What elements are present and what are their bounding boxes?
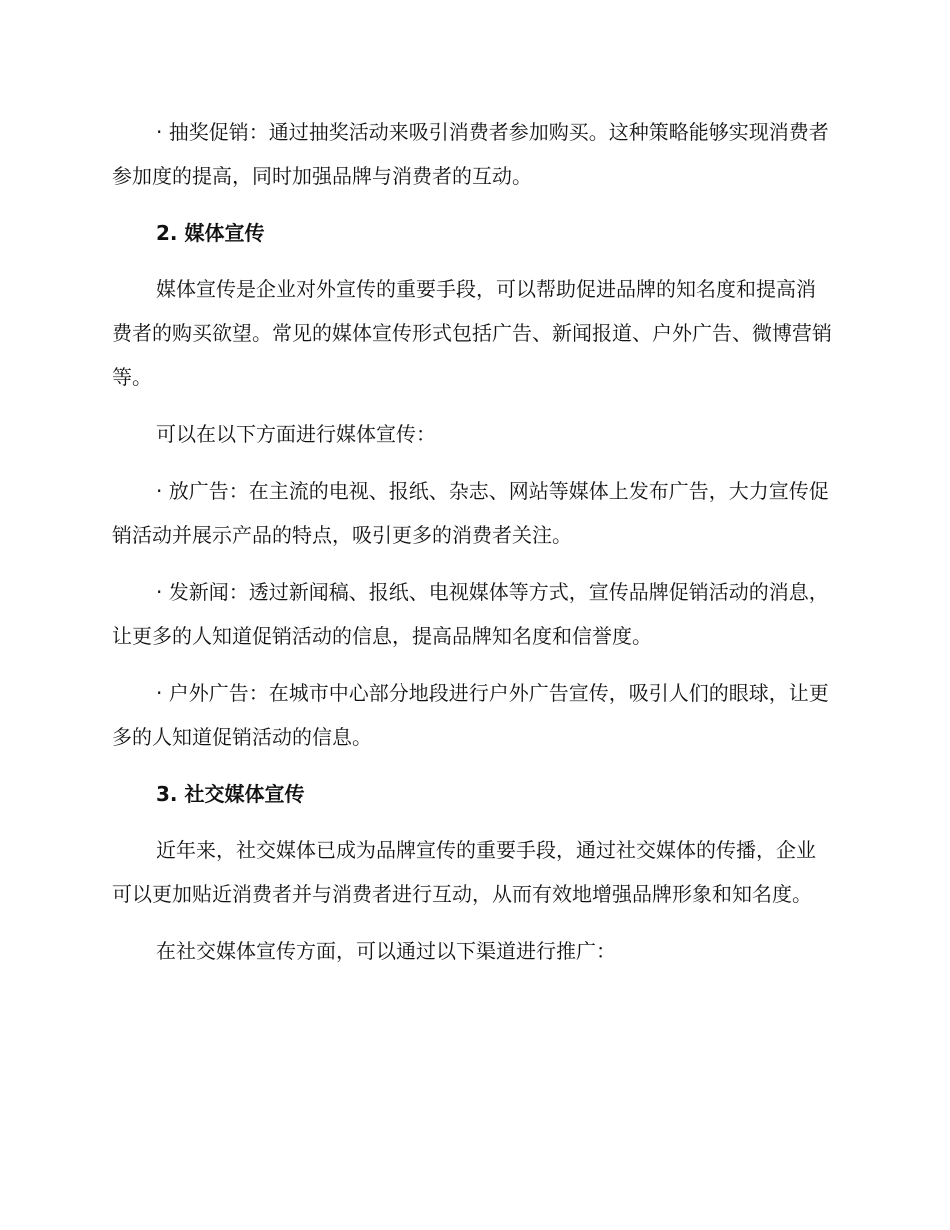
bullet-news: · 发新闻：透过新闻稿、报纸、电视媒体等方式，宣传品牌促销活动的消息，让更多的人知道促销活动的信息，提高品牌知名度和信誉度。 xyxy=(112,580,829,648)
bullet-lottery-promotion: · 抽奖促销：通过抽奖活动来吸引消费者参加购买。这种策略能够实现消费者参加度的提高，同时加强品牌与消费者的互动。 xyxy=(112,120,829,188)
media-lead-paragraph: 可以在以下方面进行媒体宣传： xyxy=(156,422,436,446)
bullet-advertising: · 放广告：在主流的电视、报纸、杂志、网站等媒体上发布广告，大力宣传促销活动并展示产品的特点，吸引更多的消费者关注。 xyxy=(112,479,829,547)
document-page xyxy=(112,110,832,986)
section-heading-social-media: 3. 社交媒体宣传 xyxy=(156,782,305,806)
bullet-outdoor-ads: · 户外广告：在城市中心部分地段进行户外广告宣传，吸引人们的眼球，让更多的人知道促销活动的信息。 xyxy=(112,681,829,749)
social-lead-paragraph: 在社交媒体宣传方面，可以通过以下渠道进行推广： xyxy=(156,939,616,963)
social-intro-paragraph: 近年来，社交媒体已成为品牌宣传的重要手段，通过社交媒体的传播，企业可以更加贴近消费者并与消费者进行互动，从而有效地增强品牌形象和知名度。 xyxy=(112,838,816,906)
section-heading-media: 2. 媒体宣传 xyxy=(156,221,265,245)
media-intro-paragraph: 媒体宣传是企业对外宣传的重要手段，可以帮助促进品牌的知名度和提高消费者的购买欲望。常见的媒体宣传形式包括广告、新闻报道、户外广告、微博营销等。 xyxy=(112,277,832,389)
